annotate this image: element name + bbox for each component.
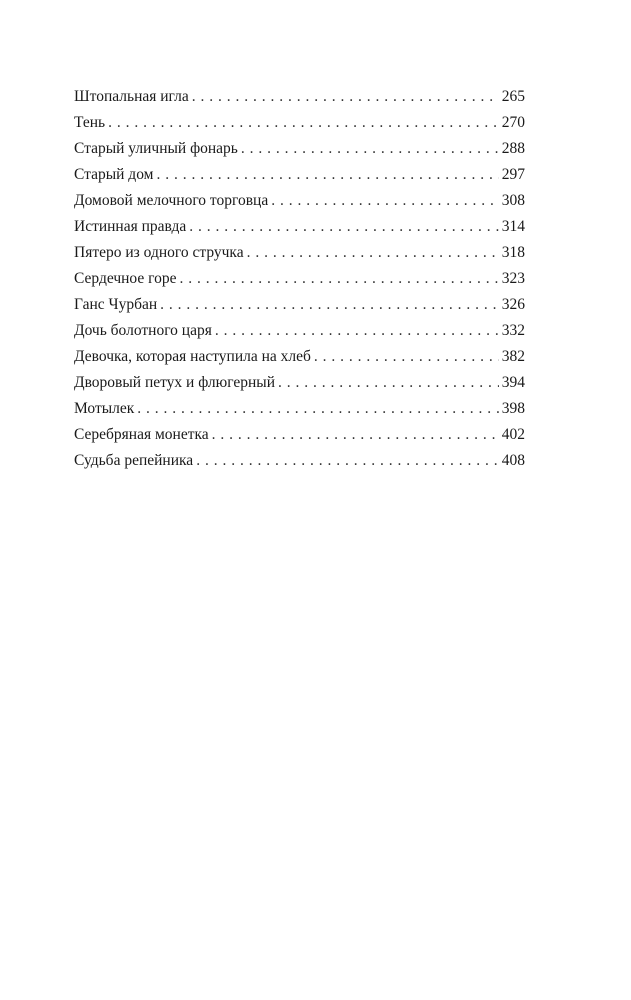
dot-leader [271, 188, 499, 214]
toc-entry-title: Штопальная игла [74, 88, 189, 105]
toc-entry[interactable] [74, 110, 525, 136]
toc-entry[interactable] [74, 448, 525, 474]
toc-entry-page: 394 [501, 374, 525, 391]
toc-entry-title: Судьба репейника [74, 452, 194, 469]
dot-leader [189, 214, 499, 240]
table-of-contents [74, 84, 525, 474]
toc-entry-page: 314 [501, 218, 525, 235]
toc-entry-title: Девочка, которая наступила на хлеб [74, 348, 311, 365]
toc-entry-page: 308 [501, 192, 525, 209]
dot-leader [314, 344, 499, 370]
toc-entry-page: 382 [501, 348, 525, 365]
dot-leader [108, 110, 499, 136]
dot-leader [241, 136, 499, 162]
toc-entry[interactable] [74, 422, 525, 448]
toc-entry-title: Домовой мелочного торговца [74, 192, 269, 209]
toc-entry-title: Истинная правда [74, 218, 187, 235]
toc-entry[interactable] [74, 84, 525, 110]
toc-entry-page: 270 [501, 114, 525, 131]
toc-entry-title: Серебряная монетка [74, 426, 209, 443]
toc-entry-page: 323 [501, 270, 525, 287]
toc-entry-page: 288 [501, 140, 525, 157]
toc-entry[interactable] [74, 396, 525, 422]
toc-entry[interactable] [74, 292, 525, 318]
toc-entry-title: Пятеро из одного стручка [74, 244, 244, 261]
toc-entry-title: Тень [74, 114, 106, 131]
dot-leader [192, 84, 499, 110]
dot-leader [179, 266, 498, 292]
toc-entry[interactable] [74, 240, 525, 266]
toc-entry-title: Сердечное горе [74, 270, 177, 287]
toc-entry-page: 402 [501, 426, 525, 443]
dot-leader [215, 318, 499, 344]
toc-entry-title: Старый дом [74, 166, 154, 183]
toc-entry-title: Мотылек [74, 400, 135, 417]
toc-entry-title: Ганс Чурбан [74, 296, 158, 313]
toc-entry[interactable] [74, 214, 525, 240]
dot-leader [137, 396, 498, 422]
toc-entry[interactable] [74, 370, 525, 396]
toc-entry-title: Дочь болотного царя [74, 322, 212, 339]
dot-leader [278, 370, 499, 396]
toc-entry-title: Старый уличный фонарь [74, 140, 238, 157]
toc-entry[interactable] [74, 344, 525, 370]
dot-leader [156, 162, 498, 188]
toc-entry[interactable] [74, 318, 525, 344]
toc-entry[interactable] [74, 266, 525, 292]
toc-entry-page: 398 [501, 400, 525, 417]
dot-leader [196, 448, 499, 474]
toc-entry-page: 326 [501, 296, 525, 313]
toc-entry[interactable] [74, 162, 525, 188]
toc-entry-page: 297 [501, 166, 525, 183]
toc-entry[interactable] [74, 188, 525, 214]
toc-entry[interactable] [74, 136, 525, 162]
toc-entry-page: 265 [501, 88, 525, 105]
dot-leader [212, 422, 499, 448]
toc-entry-page: 408 [501, 452, 525, 469]
dot-leader [160, 292, 499, 318]
toc-entry-title: Дворовый петух и флюгерный [74, 374, 275, 391]
dot-leader [247, 240, 499, 266]
toc-entry-page: 318 [501, 244, 525, 261]
toc-entry-page: 332 [501, 322, 525, 339]
